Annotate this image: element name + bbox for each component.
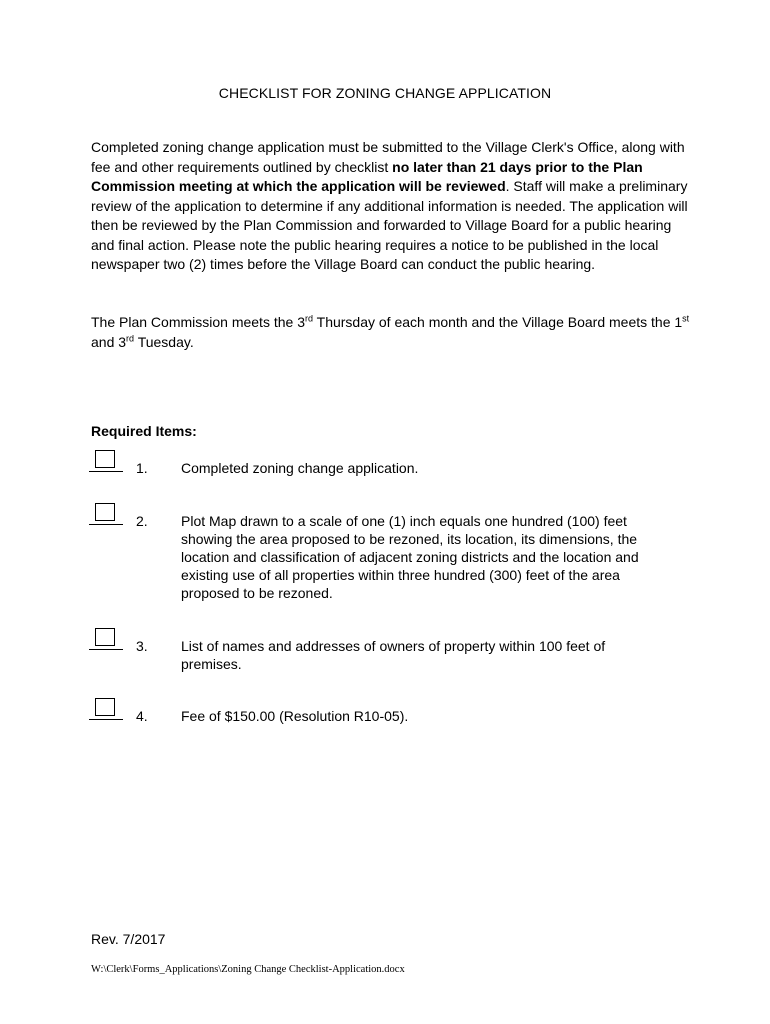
required-items-heading: Required Items: (91, 423, 197, 439)
checkbox-item-2[interactable] (89, 503, 123, 525)
checkbox-underline (89, 524, 123, 525)
checkbox-item-4[interactable] (89, 698, 123, 720)
item-text: List of names and addresses of owners of property within 100 feet of premises. (181, 638, 606, 672)
checkbox-underline (89, 719, 123, 720)
intro-deadline-bold: no later than 21 days prior to the Plan Commission meeting at which the application will be reviewed (91, 158, 643, 194)
meeting-schedule-paragraph (91, 313, 691, 352)
checkbox-item-3[interactable] (89, 628, 123, 650)
checkbox-square-icon (95, 628, 115, 646)
checkbox-square-icon (95, 450, 115, 468)
schedule-sup-1: rd (304, 313, 313, 324)
checkbox-underline (89, 471, 123, 472)
schedule-text-3: and 3 (91, 333, 127, 350)
checkbox-square-icon (95, 698, 115, 716)
intro-text-1: Completed zoning change application must be submitted to the Village Clerk's Office, along with fee and other requirements outlined by checklist (91, 139, 685, 175)
checkbox-square-icon (95, 503, 115, 521)
item-text: Plot Map drawn to a scale of one (1) inch equals one hundred (100) feet showing the area proposed to be rezoned, its location, its dimensions, the location and classification of adjacent zoning districts and the location and existing use of all properties within three hundred (300) feet of the area proposed to be rezoned. (181, 513, 639, 601)
intro-paragraph (91, 138, 691, 275)
item-text: Completed zoning change application. (181, 460, 419, 476)
file-path-footer: W:\Clerk\Forms_Applications\Zoning Change Checklist-Application.docx (91, 964, 405, 975)
item-number: 3. (136, 638, 148, 654)
schedule-text-2: Thursday of each month and the Village Board meets the 1 (313, 314, 683, 330)
item-number: 2. (136, 513, 148, 529)
page-title: CHECKLIST FOR ZONING CHANGE APPLICATION (218, 85, 552, 101)
item-number: 4. (136, 708, 148, 724)
revision-date: Rev. 7/2017 (91, 931, 166, 947)
item-number: 1. (136, 460, 148, 476)
schedule-text-1: The Plan Commission meets the 3 (91, 314, 305, 330)
checkbox-item-1[interactable] (89, 450, 123, 472)
schedule-text-4: Tuesday. (134, 333, 194, 350)
schedule-sup-2: st (682, 313, 690, 324)
schedule-sup-3: rd (126, 332, 135, 343)
intro-text-2: . Staff will make a preliminary review of the application to determine if any additional information is needed. The application will then be reviewed by the Plan Commission and forwarded to Village Board for a public hearing and final action. Please note the public hearing requires a notice to be published in the local newspaper two (2) times before the Village Board can conduct the public hearing. (91, 178, 688, 272)
item-text: Fee of $150.00 (Resolution R10-05). (181, 708, 409, 724)
checkbox-underline (89, 649, 123, 650)
